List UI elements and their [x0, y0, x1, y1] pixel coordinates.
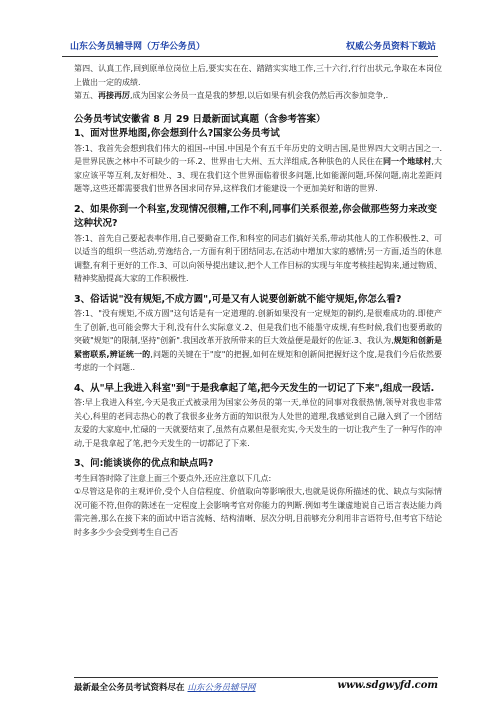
question-4-answer: 答:早上我进入科室,今天是我正式被录用为国家公务员的第一天,单位的同事对我很热情,领导对我也非常关心,科里的老同志热心的教了我很多业务方面的知识很为人处世的道理,我感觉到自己融入到了一个团结友爱的大家庭中,忙碌的一天就要结束了,虽然有点累但是很充实,今天发生的一切让我产生了一种写作的冲动,于是我拿起了笔,把今天发生的一切都记了下来.	[74, 398, 442, 448]
footer-site-link[interactable]: 山东公务员辅导网	[187, 683, 256, 693]
document-body	[74, 62, 442, 539]
question-1-title: 1、面对世界地图,你会想到什么?国家公务员考试	[74, 128, 280, 139]
intro-p5-prefix: 第五、	[74, 91, 98, 100]
question-3-answer	[74, 307, 442, 375]
header-site-name[interactable]: 山东公务员辅导网（万华公务员）	[70, 42, 206, 52]
footer-url[interactable]: www.sdgwyfd.com	[337, 680, 438, 691]
section-title: 公务员考试安徽省 8 月 29 日最新面试真题（含参考答案）	[74, 113, 326, 125]
intro-p5-rest: ,成为国家公务员一直是我的梦想,以后如果有机会我仍然后再次参加竞争,.	[130, 91, 389, 100]
question-5-title: 3、问:能谈谈你的优点和缺点吗?	[74, 458, 214, 469]
question-1-answer	[74, 142, 442, 196]
intro-paragraph-5	[74, 89, 442, 103]
footer-left	[74, 681, 256, 693]
question-2-answer: 答:1、首先自己要起表率作用,自己要勤奋工作,和科室的同志们搞好关系,带动其他人的工作积极性.2、可以适当的组织一些活动,劳逸结合,一方面有利于团结同志,在活动中增加大家的感情;另一方面,适当的休息调整,有利于更好的工作.3、可以向领导提出建议,把个人工作目标的实现与年度考核挂起钩来,通过物质、精神奖励提高大家的工作积极性.	[74, 233, 442, 283]
footer-left-text: 最新最全公务员考试资料尽在	[74, 683, 185, 693]
q1-answer-part-b: ,大家应该平等互利,友好相处.、3、现在我们这个世界面临着很多问题,比如能源问题,环保问题,南北差距问题等,这些还都需要我们世界各国求同存异,这样我们才能建设一个更加美好和谐的世界.	[74, 157, 443, 193]
header-tagline[interactable]: 权威公务员资料下载站	[345, 42, 436, 52]
question-5-intro: 考生回答时除了注意上面三个要点外,还应注意以下几点:	[74, 473, 272, 483]
q3-answer-part-b: ,问题的关键在于"度"的把握,如何在规矩和创新间把握好这个度,是我们今后依然要考虑的一个问题..	[74, 349, 442, 372]
intro-paragraph-4: 第四、认真工作,回到原单位岗位上后,要实实在在、踏踏实实地工作,三十六行,行行出状元,争取在本岗位上做出一定的成绩.	[74, 64, 442, 87]
page-footer	[74, 677, 438, 694]
intro-p5-bold: 再接再厉	[98, 91, 130, 100]
q3-answer-part-a: 答:1、"没有规矩,不成方圆"这句话是有一定道理的.创新如果没有一定规矩的制约,是很难成功的.即使产生了创新,也可能会弊大于利,没有什么实际意义.2、但是我们也不能墨守成规,有些时候,我们也要勇敢的突破"规矩"的限制,坚持"创新".我国改革开放所带来的巨大效益便是最好的佐证.3、我认为,	[74, 309, 442, 345]
page-header	[62, 38, 438, 57]
question-4-title: 4、从"早上我进入科室"到"于是我拿起了笔,把今天发生的一切记了下来",组成一段话.	[74, 382, 435, 394]
question-3-title: 3、俗话说"没有规矩,不成方圆",可是又有人说要创新就不能守规矩,你怎么看?	[74, 293, 402, 305]
question-2-title: 2、如果你到一个科室,发现情况很糟,工作不利,同事们关系很差,你会做那些努力来改变这种状况?	[74, 203, 438, 229]
q3-answer-bold: 规矩和创新是紧密联系,辨证统一的	[74, 336, 443, 359]
question-5-answer: ①尽管这是你的主观评价,受个人自信程度、价值取向等影响很大,也就是说你所描述的优、缺点与实际情况可能不符,但你的陈述在一定程度上会影响考官对你能力的判断.例如考生谦虚地说自己语言表达能力尚需完善,那么在接下来的面试中语言流畅、结构清晰、层次分明,目前够充分利用非言语符号,但考官下结论时多多少少会受到考生自己否	[74, 487, 442, 537]
q1-answer-bold: 同一个地球村	[382, 157, 432, 166]
q1-answer-part-a: 答:1、我首先会想到我们伟大的祖国--中国.中国是个有五千年历史的文明古国,是世界四大文明古国之一.是世界民族之林中不可缺少的一环.2、世界由七大州、五大洋组成,各种肤色的人民住在	[74, 143, 442, 166]
